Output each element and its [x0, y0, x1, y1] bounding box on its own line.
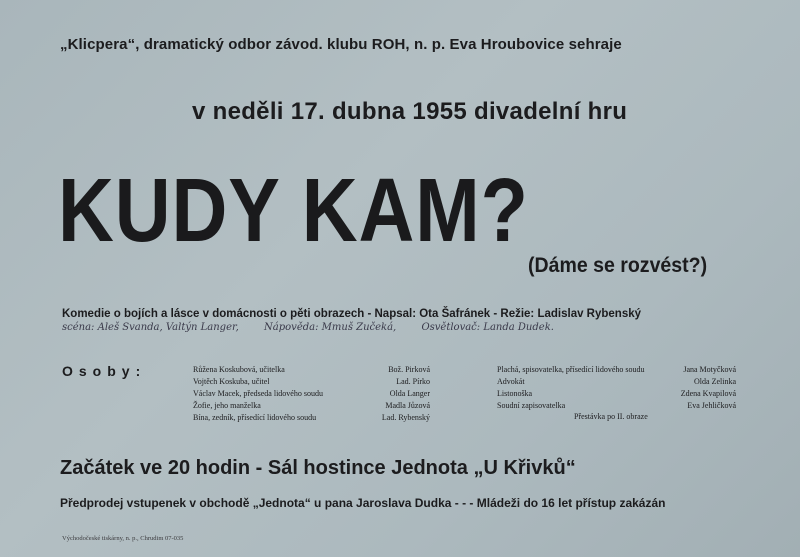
cast-role: Růžena Koskubová, učitelka: [193, 365, 285, 374]
cast-role: Václav Macek, předseda lidového soudu: [193, 389, 323, 398]
cast-actor: Olda Zelinka: [694, 377, 736, 386]
handwritten-crew: [62, 322, 576, 333]
cast-role: Plachá, spisovatelka, přísedící lidového soudu: [497, 365, 645, 374]
play-description: Komedie o bojích a lásce v domácnosti o pěti obrazech - Napsal: Ota Šafránek - Režie: Ladislav Rybenský: [62, 308, 642, 320]
cast-label: Osoby:: [62, 363, 147, 379]
cast-actor: Madla Jůzová: [385, 401, 430, 410]
cast-actors-left: [372, 364, 430, 424]
cast-role: Advokát: [497, 377, 525, 386]
cast-role: Vojtěch Koskuba, učitel: [193, 377, 270, 386]
cast-actor: Lad. Pírko: [396, 377, 430, 386]
play-subtitle: (Dáme se rozvést?): [528, 254, 708, 277]
cast-actor: Bož. Pirková: [388, 365, 430, 374]
play-title: KUDY KAM?: [58, 161, 529, 261]
cast-role: Soudní zapisovatelka: [497, 401, 566, 410]
crew-prompter: Nápověda: Mmuš Zučeká,: [264, 322, 397, 333]
intermission-note: Přestávka po II. obraze: [574, 412, 648, 421]
cast-actors-right: [672, 364, 736, 412]
presenter-line: „Klicpera“, dramatický odbor závod. klubu ROH, n. p. Eva Hroubovice sehraje: [60, 36, 622, 53]
cast-role: Listonoška: [497, 389, 533, 398]
performance-date: v neděli 17. dubna 1955 divadelní hru: [192, 98, 628, 125]
cast-actor: Olda Langer: [389, 389, 430, 398]
printer-imprint: Východočeské tiskárny, n. p., Chrudim 07-035: [62, 535, 184, 542]
cast-role: Žofie, jeho manželka: [193, 401, 261, 410]
cast-actor: Lad. Rybenský: [381, 413, 430, 422]
cast-roles-right: [497, 364, 645, 412]
presale-info: Předprodej vstupenek v obchodě „Jednota“ u pana Jaroslava Dudka - - - Mládeži do 16 let přístup zakázán: [60, 496, 666, 510]
crew-lighting: Osvětlovač: Landa Dudek.: [421, 322, 554, 333]
cast-roles-left: [193, 364, 323, 424]
cast-actor: Jana Motyčková: [683, 365, 736, 374]
cast-actor: Zdena Kvapilová: [680, 389, 736, 398]
cast-role: Bína, zedník, přísedící lidového soudu: [193, 413, 317, 422]
crew-scene: scéna: Aleš Svanda, Valtýn Langer,: [62, 322, 239, 333]
cast-actor: Eva Jehličková: [687, 401, 736, 410]
start-time-venue: Začátek ve 20 hodin - Sál hostince Jednota „U Křivků“: [60, 457, 576, 479]
